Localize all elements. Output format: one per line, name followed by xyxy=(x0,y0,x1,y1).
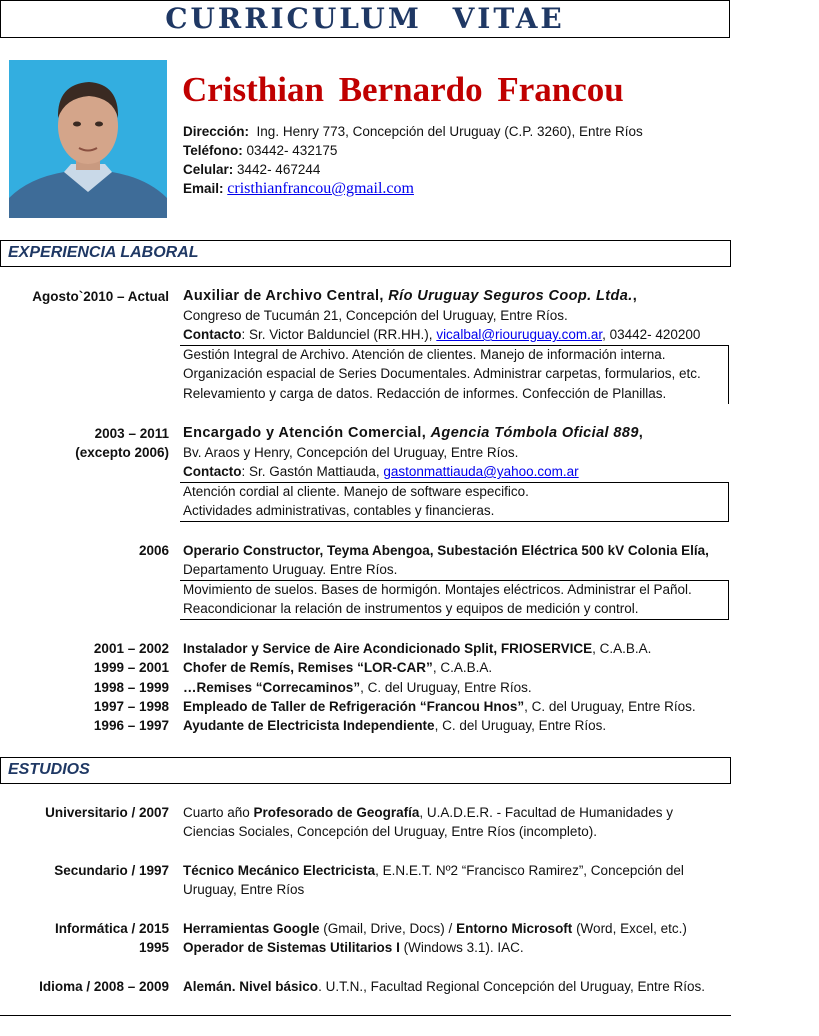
job2-date: 2003 – 2011 xyxy=(94,426,169,441)
job1-desc-line1: Gestión Integral de Archivo. Atención de clientes. Manejo de información interna. xyxy=(183,347,666,362)
person-name: Cristhian Bernardo Francou xyxy=(182,70,624,109)
mobile-line xyxy=(183,162,320,177)
job3-desc-line1: Movimiento de suelos. Bases de hormigón. Montajes eléctricos. Administrar el Pañol. xyxy=(183,582,692,597)
job2-desc-line1: Atención cordial al cliente. Manejo de software especifico. xyxy=(183,484,529,499)
email-line xyxy=(183,180,414,198)
short-job xyxy=(183,680,532,695)
edu-inf-microsoft: Entorno Microsoft xyxy=(456,921,573,936)
short-job-date: 1999 – 2001 xyxy=(93,660,169,675)
edu-inf-operator: Operador de Sistemas Utilitarios I xyxy=(183,940,400,955)
job1-contact-email[interactable]: vicalbal@riouruguay.com.ar xyxy=(436,327,603,342)
job2-contact xyxy=(183,464,579,479)
job3-title: Operario Constructor, Teyma Abengoa, Subestación Eléctrica 500 kV Colonia Elía, xyxy=(183,543,709,558)
address-line xyxy=(183,124,643,139)
job3-address: Departamento Uruguay. Entre Ríos. xyxy=(183,562,398,577)
phone-value: 03442- 432175 xyxy=(246,143,338,158)
short-job xyxy=(183,641,651,656)
education-section-box xyxy=(0,757,731,784)
job2-role: Encargado y Atención Comercial, xyxy=(183,425,427,441)
job2-address: Bv. Araos y Henry, Concepción del Uruguay, Entre Ríos. xyxy=(183,445,519,460)
job1-address: Congreso de Tucumán 21, Concepción del Uruguay, Entre Ríos. xyxy=(183,308,568,323)
address-label: Dirección: xyxy=(183,124,250,139)
email-label: Email: xyxy=(183,181,224,196)
job2-desc-line2: Actividades administrativas, contables y financieras. xyxy=(183,503,495,518)
job1-role: Auxiliar de Archivo Central, xyxy=(183,288,384,304)
job1-date: Agosto`2010 – Actual xyxy=(32,289,169,304)
short-job xyxy=(183,718,606,733)
short-job xyxy=(183,660,492,675)
job1-desc-line3: Relevamiento y carga de datos. Redacción de informes. Confección de Planillas. xyxy=(183,386,667,401)
job1-contact-name: : Sr. Victor Balduncie​l (RR.HH.), xyxy=(241,327,437,342)
short-job-role: Chofer de Remís, Remises “LOR-CAR” xyxy=(183,660,433,675)
phone-label: Teléfono: xyxy=(183,143,243,158)
edu-lang-detail: . U.T.N., Facultad Regional Concepción del Uruguay, Entre Ríos. xyxy=(318,979,706,994)
short-job-place: , C. del Uruguay, Entre Ríos. xyxy=(360,680,532,695)
job2-company: Agencia Tómbola Oficial 889 xyxy=(430,425,639,441)
edu-uni-pre: Cuarto año xyxy=(183,805,254,820)
short-job-date: 1998 – 1999 xyxy=(93,680,169,695)
short-job-place: , C.A.B.A. xyxy=(592,641,652,656)
profile-photo xyxy=(9,60,167,218)
edu-uni-line2: Ciencias Sociales, Concepción del Uruguay, Entre Ríos (incompleto). xyxy=(183,824,597,839)
edu-uni-date: Universitario / 2007 xyxy=(45,805,169,820)
edu-inf-date: Informática / 2015 xyxy=(54,921,169,936)
job1-contact-phone: , 03442- 420200 xyxy=(602,327,701,342)
short-job-place: , C. del Uruguay, Entre Ríos. xyxy=(434,718,607,733)
job2-contact-label: Contacto xyxy=(183,464,242,479)
edu-uni-post: , U.A.D.E.R. - Facultad de Humanidades y xyxy=(419,805,673,820)
job1-desc-line2: Organización espacial de Series Documentales. Administrar carpetas, formularios, etc. xyxy=(183,366,701,381)
edu-lang-line xyxy=(183,979,705,994)
edu-inf-google-detail: (Gmail, Drive, Docs) / xyxy=(319,921,457,936)
edu-lang-level: Alemán. Nivel básico xyxy=(183,979,319,994)
person-portrait-icon xyxy=(9,60,167,218)
mobile-value: 3442- 467244 xyxy=(237,162,321,177)
job1-contact-label: Contacto xyxy=(183,327,242,342)
edu-inf-operator-detail: (Windows 3.1). IAC. xyxy=(399,940,524,955)
short-job-role: …Remises “Correcaminos” xyxy=(183,680,361,695)
short-job-role: Ayudante de Electricista Independiente xyxy=(183,718,435,733)
short-job xyxy=(183,699,696,714)
edu-uni-line1 xyxy=(183,805,673,820)
edu-sec-date: Secundario / 1997 xyxy=(54,863,169,878)
short-job-date: 2001 – 2002 xyxy=(93,641,169,656)
bottom-divider xyxy=(0,1015,731,1016)
job3-desc-line2: Reacondicionar la relación de instrumentos y equipos de medición y control. xyxy=(183,601,639,616)
edu-inf-microsoft-detail: (Word, Excel, etc.) xyxy=(572,921,687,936)
edu-sec-post: , E.N.E.T. Nº2 “Francisco Ramirez”, Concepción del xyxy=(375,863,684,878)
short-job-date: 1996 – 1997 xyxy=(93,718,169,733)
mobile-label: Celular: xyxy=(183,162,234,177)
edu-inf-line1 xyxy=(183,921,687,936)
short-job-role: Empleado de Taller de Refrigeración “Francou Hnos” xyxy=(183,699,525,714)
edu-sec-line2: Uruguay, Entre Ríos xyxy=(183,882,305,897)
phone-line xyxy=(183,143,337,158)
job3-role: Operario Constructor, Teyma Abengoa, Subestación Eléctrica 500 kV Colonia Elía xyxy=(183,543,706,558)
job2-title: Encargado y Atención Comercial, Agencia Tómbola Oficial 889, xyxy=(183,425,644,441)
job2-contact-email[interactable]: gastonmattiauda@yahoo.com.ar xyxy=(383,464,579,479)
job3-date: 2006 xyxy=(138,543,169,558)
edu-inf-date2: 1995 xyxy=(138,940,169,955)
job2-contact-name: : Sr. Gastón Mattiauda, xyxy=(241,464,384,479)
job1-contact xyxy=(183,327,700,342)
email-link[interactable]: cristhianfrancou@gmail.com xyxy=(227,180,414,197)
edu-lang-date: Idioma / 2008 – 2009 xyxy=(39,979,169,994)
education-section-title: ESTUDIOS xyxy=(8,761,90,778)
experience-section-title: EXPERIENCIA LABORAL xyxy=(8,244,199,261)
edu-inf-google: Herramientas Google xyxy=(183,921,320,936)
short-job-place: , C.A.B.A. xyxy=(432,660,493,675)
edu-sec-line1 xyxy=(183,863,684,878)
edu-uni-degree: Profesorado de Geografía xyxy=(253,805,420,820)
job1-company: Río Uruguay Seguros Coop. Ltda. xyxy=(388,288,633,304)
short-job-role: Instalador y Service de Aire Acondicionado Split, FRIOSERVICE xyxy=(183,641,593,656)
edu-sec-degree: Técnico Mecánico Electricista xyxy=(183,863,376,878)
edu-inf-line2 xyxy=(183,940,524,955)
page-title: CURRICULUM VITAE xyxy=(165,2,565,35)
job1-title: Auxiliar de Archivo Central, Río Uruguay Seguros Coop. Ltda., xyxy=(183,288,638,304)
short-job-place: , C. del Uruguay, Entre Ríos. xyxy=(524,699,696,714)
short-job-date: 1997 – 1998 xyxy=(93,699,169,714)
address-value: Ing. Henry 773, Concepción del Uruguay (C.P. 3260), Entre Ríos xyxy=(256,124,643,139)
job2-date-note: (excepto 2006) xyxy=(75,445,169,460)
